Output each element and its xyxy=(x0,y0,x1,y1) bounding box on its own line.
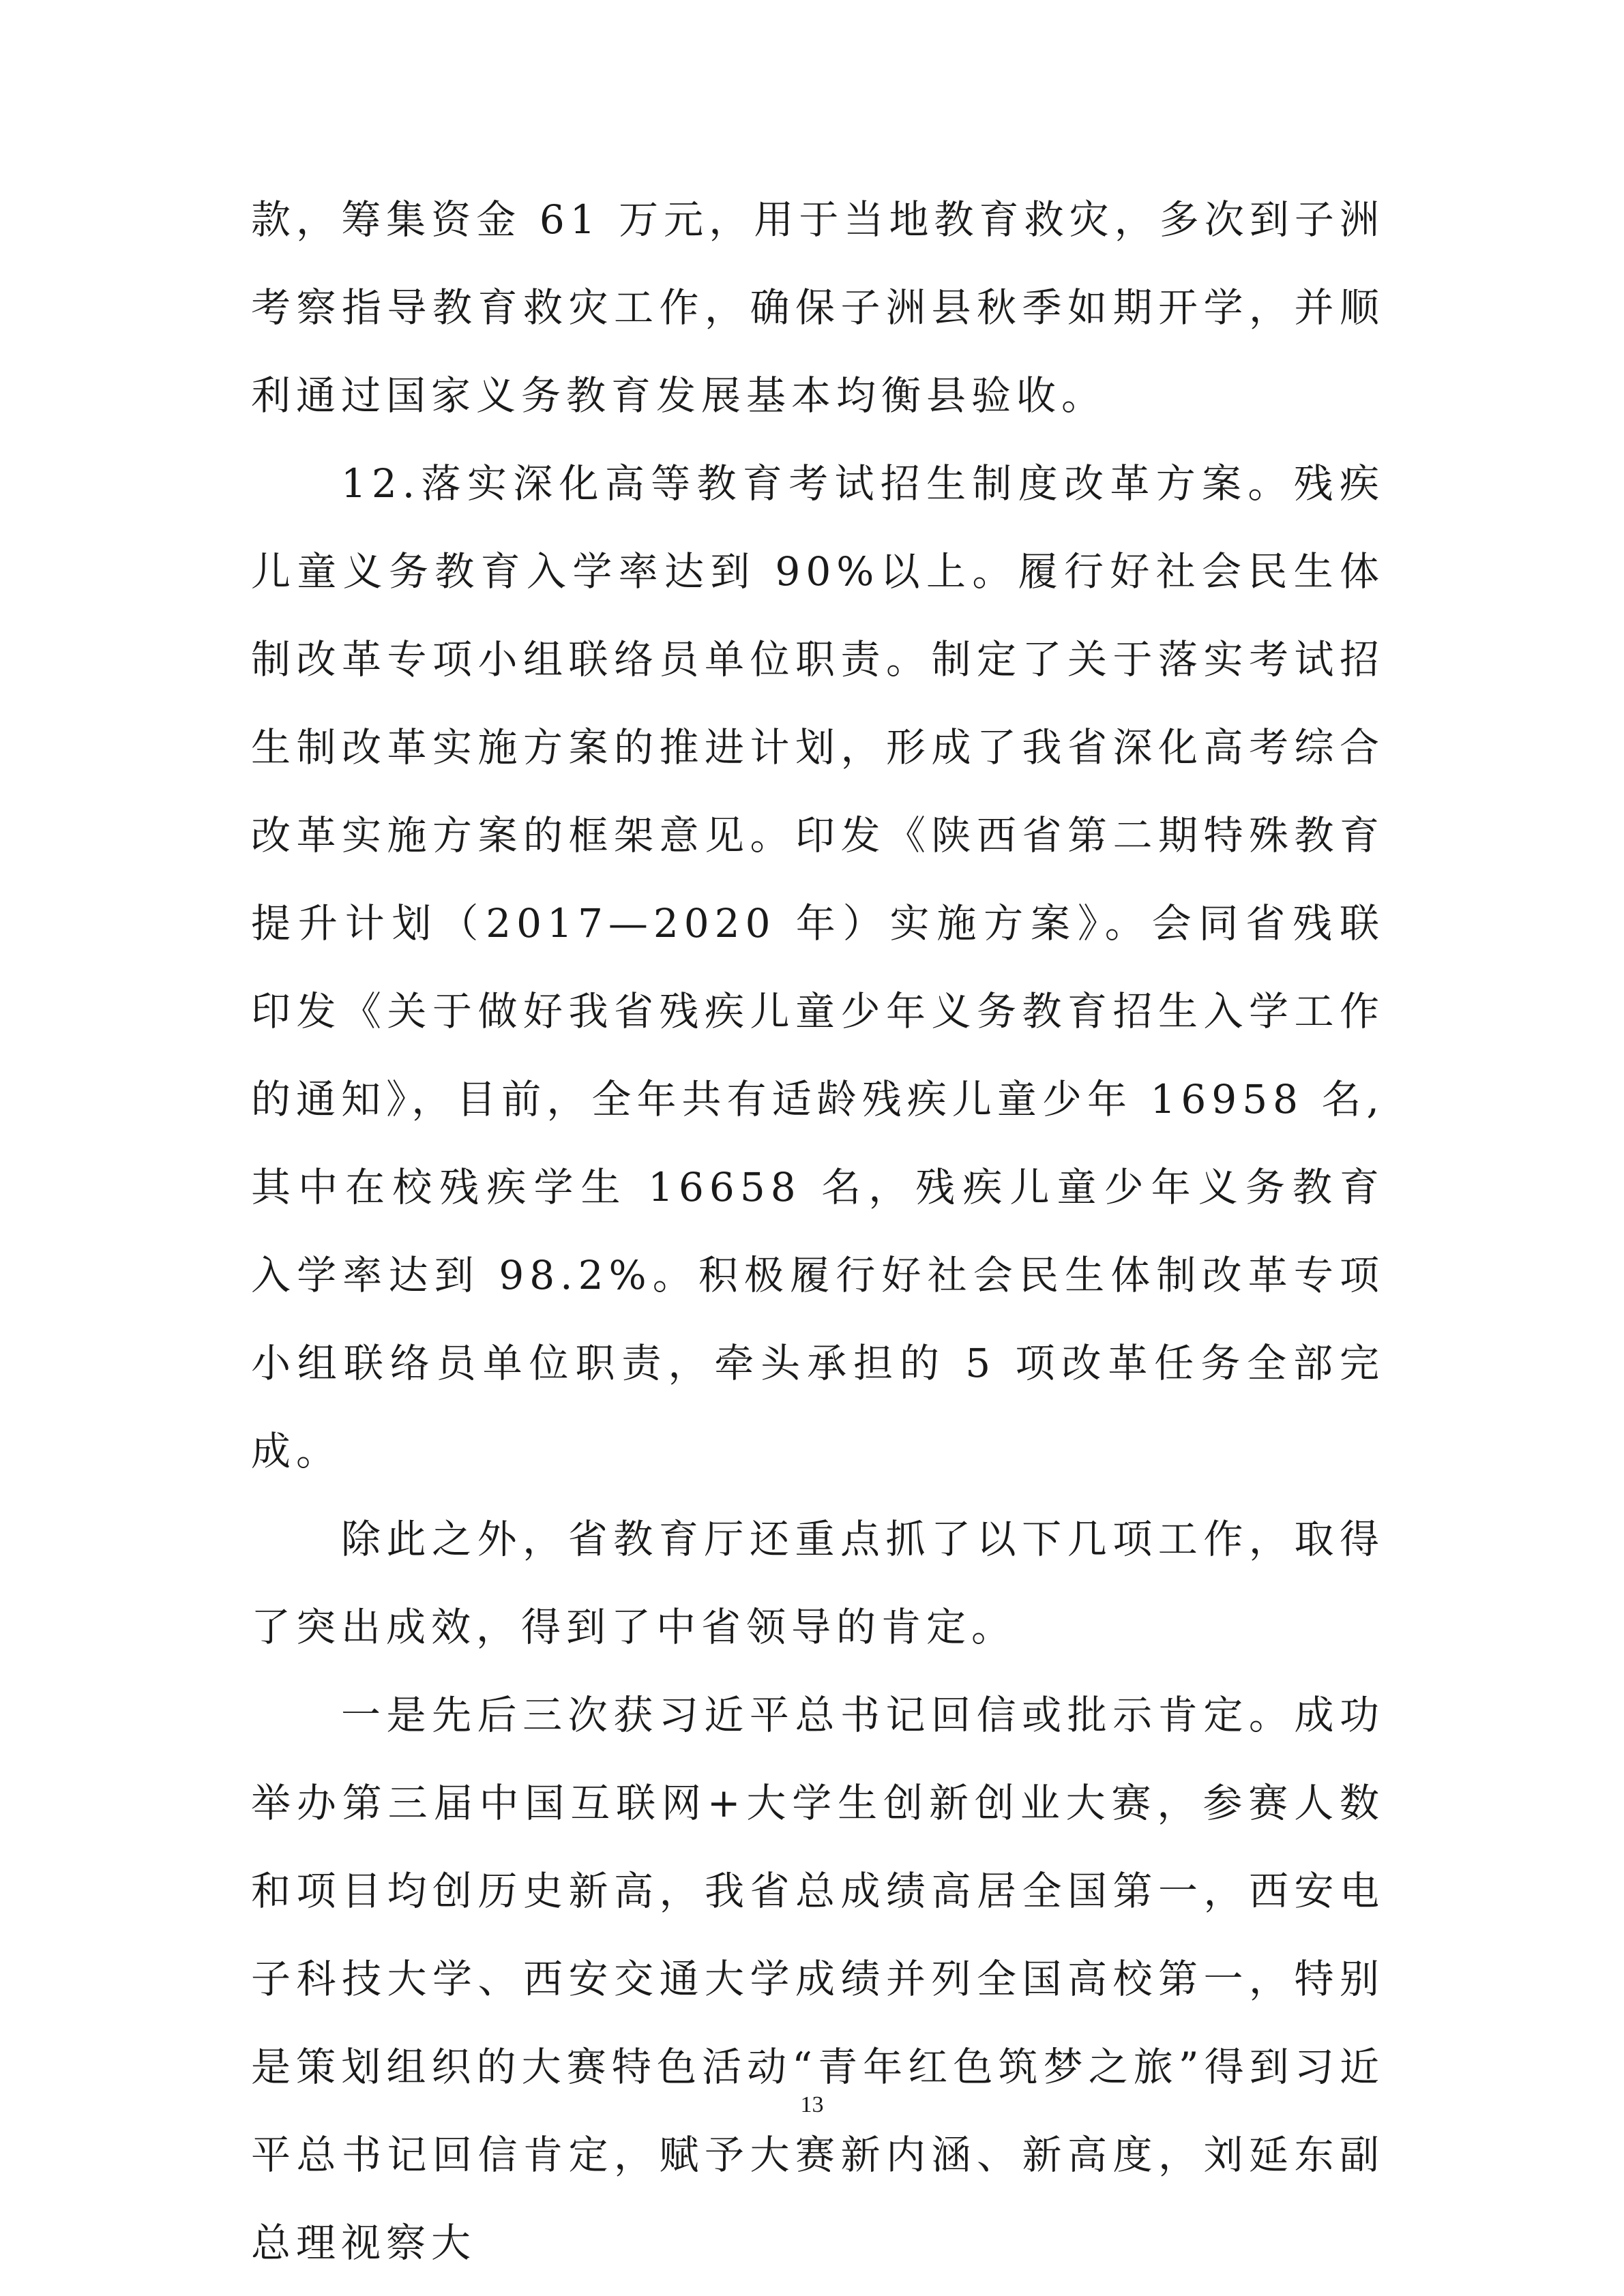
paragraph-additional-work: 除此之外，省教育厅还重点抓了以下几项工作，取得了突出成效，得到了中省领导的肯定。 xyxy=(251,1516,1385,1650)
body-text xyxy=(251,176,1385,2287)
paragraph-item-12: 12.落实深化高等教育考试招生制度改革方案。残疾儿童义务教育入学率达到 90%以上。履行好社会民生体制改革专项小组联络员单位职责。制定了关于落实考试招生制改革实施方案的推进计划，形成了我省深化高考综合改革实施方案的框架意见。印发《陕西省第二期特殊教育提升计划（2017—2020 年）实施方案》。会同省残联印发《关于做好我省残疾儿童少年义务教育招生入学工作的通知》，目前，全年共有适龄残疾儿童少年 16958 名,其中在校残疾学生 16658 名，残疾儿童少年义务教育入学率达到 98.2%。积极履行好社会民生体制改革专项小组联络员单位职责，牵头承担的 5 项改革任务全部完成。 xyxy=(251,460,1385,1474)
page-number: 13 xyxy=(800,2092,824,2117)
paragraph-first-point: 一是先后三次获习近平总书记回信或批示肯定。成功举办第三届中国互联网+大学生创新创业大赛，参赛人数和项目均创历史新高，我省总成绩高居全国第一，西安电子科技大学、西安交通大学成绩并列全国高校第一，特别是策划组织的大赛特色活动“青年红色筑梦之旅”得到习近平总书记回信肯定，赋予大赛新内涵、新高度，刘延东副总理视察大 xyxy=(251,1692,1385,2266)
paragraph-continuation: 款，筹集资金 61 万元，用于当地教育救灾，多次到子洲考察指导教育救灾工作，确保子洲县秋季如期开学，并顺利通过国家义务教育发展基本均衡县验收。 xyxy=(251,196,1385,419)
